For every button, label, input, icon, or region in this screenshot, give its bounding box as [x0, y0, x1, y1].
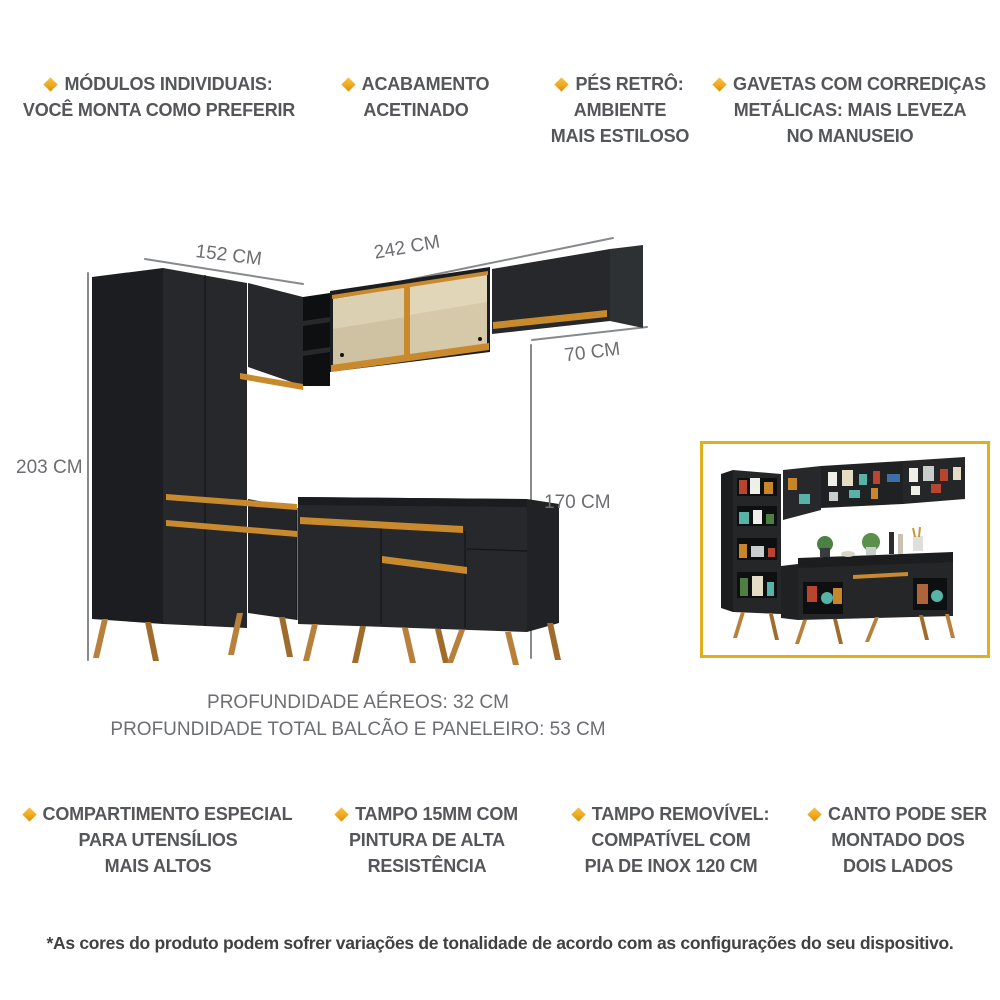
feature-line: NO MANUSEIO: [786, 126, 914, 146]
feature-line: [2, 801, 314, 827]
feature-tampo-15mm: [318, 801, 536, 879]
dim-label-203: 203 CM: [16, 457, 83, 478]
dim-label-152: 152 CM: [194, 241, 263, 271]
feature-line: AMBIENTE: [573, 100, 667, 120]
bullet-diamond-icon: [334, 807, 348, 821]
feature-pes-retro: [535, 71, 705, 149]
feature-line: DOIS LADOS: [842, 856, 953, 876]
color-disclaimer: *As cores do produto podem sofrer variações de tonalidade de acordo com as configurações do seu dispositivo.: [46, 933, 954, 953]
feature-compartimento: [2, 801, 314, 879]
feature-line: VOCÊ MONTA COMO PREFERIR: [22, 100, 296, 120]
bullet-diamond-icon: [44, 77, 58, 91]
inset-illustration: [703, 444, 987, 655]
bullet-diamond-icon: [341, 77, 355, 91]
kitchen-dimension-diagram: [10, 205, 660, 675]
leg: [279, 617, 293, 657]
bullet-diamond-icon: [807, 807, 821, 821]
feature-canto: [796, 801, 1000, 879]
leg: [402, 628, 416, 663]
dim-label-170: 170 CM: [544, 492, 611, 513]
depth-note-line: PROFUNDIDADE AÉREOS: 32 CM: [207, 692, 509, 713]
feature-line: MONTADO DOS: [831, 830, 965, 850]
feature-line: PIA DE INOX 120 CM: [584, 856, 758, 876]
door-handle-dot: [478, 337, 482, 341]
dim-label-70: 70 CM: [563, 338, 622, 367]
depth-note-line: PROFUNDIDADE TOTAL BALCÃO E PANELEIRO: 53 CM: [110, 719, 606, 740]
feature-text: PÉS RETRÔ:: [575, 74, 684, 94]
feature-line: PARA UTENSÍLIOS: [78, 830, 238, 850]
pantry-side-panel: [92, 268, 163, 624]
feature-line: ACETINADO: [363, 100, 469, 120]
corner-open-shelves: [303, 293, 330, 386]
feature-line: MAIS ALTOS: [104, 856, 212, 876]
feature-text: ACABAMENTO: [361, 74, 490, 94]
leg: [93, 619, 108, 658]
bullet-diamond-icon: [712, 77, 726, 91]
feature-line: [330, 71, 502, 97]
leg: [303, 624, 318, 661]
bullet-diamond-icon: [571, 807, 585, 821]
bullet-diamond-icon: [22, 807, 36, 821]
feature-line: COMPATÍVEL COM: [591, 830, 751, 850]
feature-text: GAVETAS COM CORREDIÇAS: [733, 74, 986, 94]
feature-line: PINTURA DE ALTA: [349, 830, 505, 850]
feature-text: CANTO PODE SER: [828, 804, 987, 824]
left-base-front: [248, 499, 297, 620]
feature-text: MÓDULOS INDIVIDUAIS:: [64, 74, 273, 94]
feature-line: [318, 801, 536, 827]
leg: [145, 622, 159, 661]
pantry-cabinet: [92, 268, 247, 628]
door-handle-dot: [340, 353, 344, 357]
feature-text: COMPARTIMENTO ESPECIAL: [42, 804, 293, 824]
feature-text: TAMPO 15MM COM: [355, 804, 518, 824]
wall-cabinets: [240, 245, 643, 390]
leg: [505, 632, 519, 665]
feature-line: METÁLICAS: MAIS LEVEZA: [733, 100, 967, 120]
leg: [352, 626, 366, 663]
feature-line: RESISTÊNCIA: [367, 856, 487, 876]
width-70-line: [532, 327, 647, 340]
right-wall-cabinet-side: [610, 245, 643, 328]
feature-gavetas: [702, 71, 998, 149]
feature-line: MAIS ESTILOSO: [550, 126, 690, 146]
left-wall-cabinet: [248, 283, 303, 386]
glass-center-gold-stile: [404, 286, 410, 358]
feature-line: [0, 71, 318, 97]
feature-line: [552, 801, 790, 827]
feature-tampo-removivel: [552, 801, 790, 879]
feature-line: [702, 71, 998, 97]
feature-modulos-individuais: [0, 71, 318, 123]
leg: [447, 630, 465, 663]
feature-line: [796, 801, 1000, 827]
feature-line: [535, 71, 705, 97]
leg: [547, 623, 561, 660]
depth-notes: [60, 689, 656, 743]
leg: [435, 629, 449, 663]
right-base-side: [527, 499, 559, 632]
bullet-diamond-icon: [555, 77, 569, 91]
dim-label-242: 242 CM: [372, 231, 442, 264]
inset-product-photo: [700, 441, 990, 658]
feature-text: TAMPO REMOVÍVEL:: [591, 804, 770, 824]
feature-acabamento: [330, 71, 502, 123]
